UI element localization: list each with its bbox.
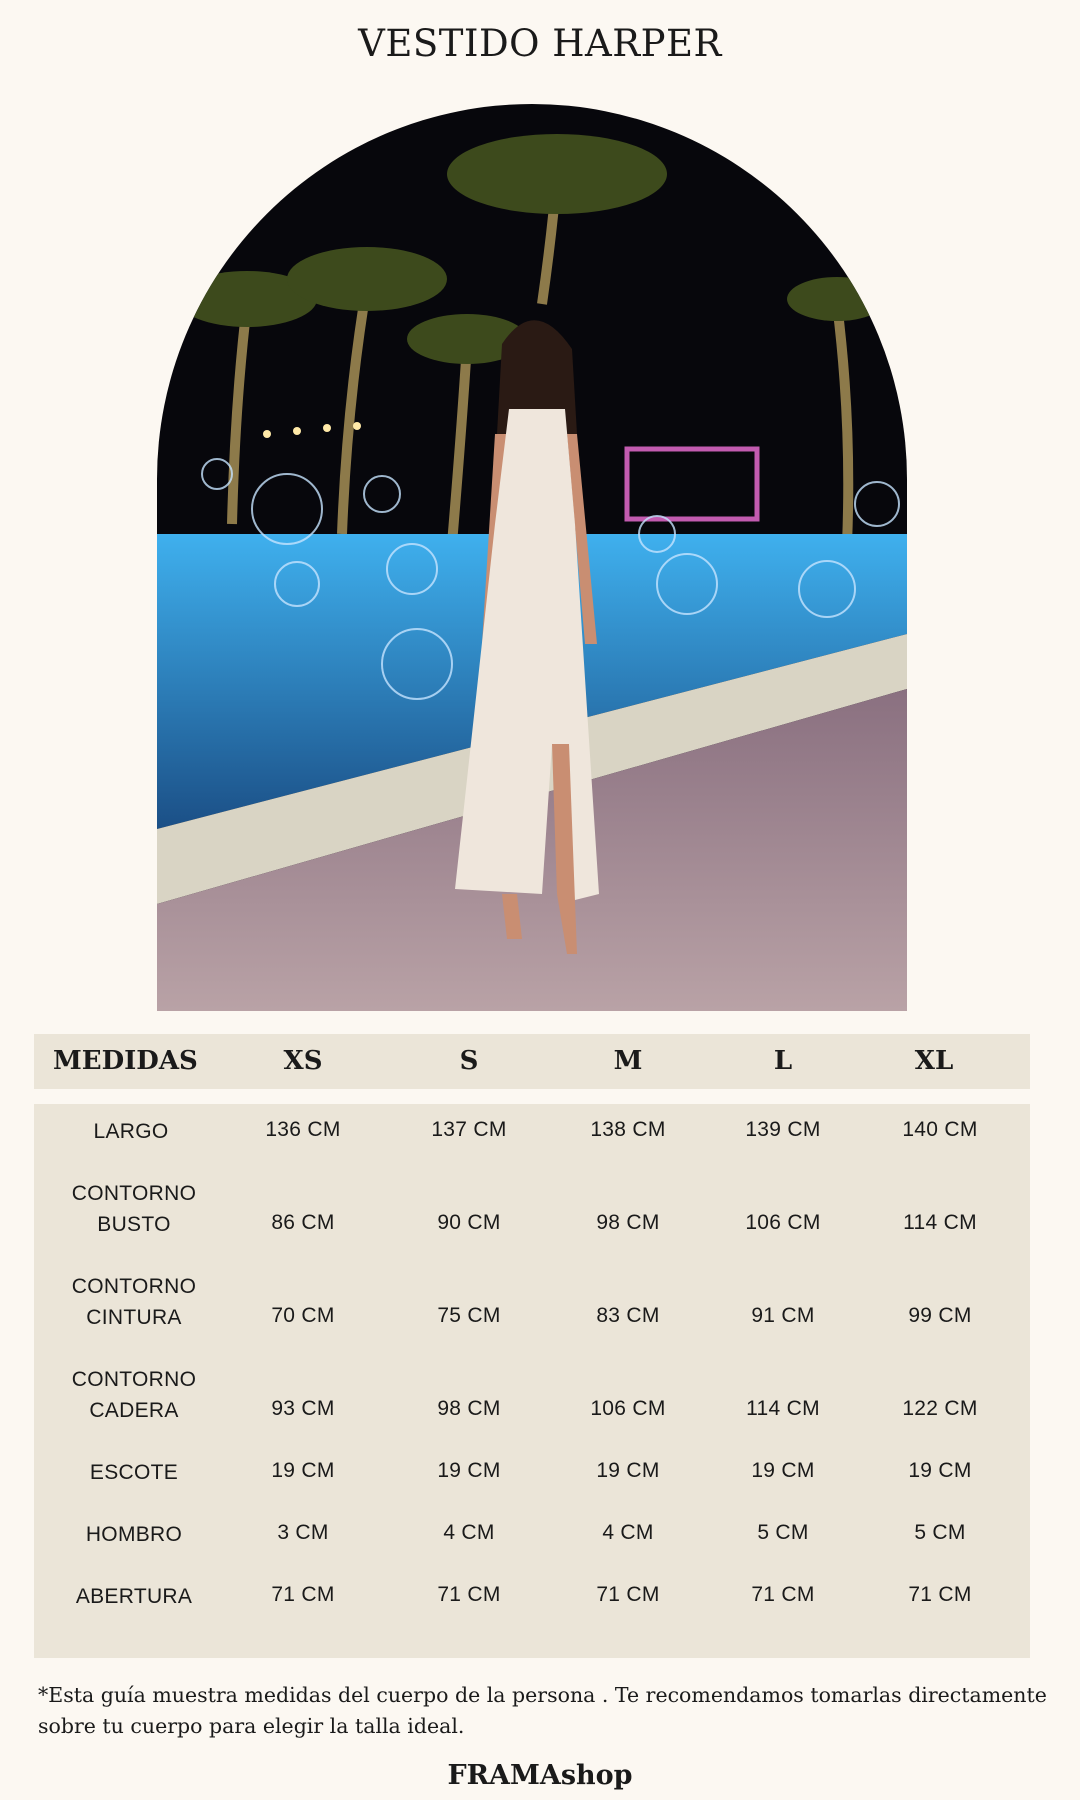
table-cell: 138 CM xyxy=(590,1118,666,1141)
table-cell: 90 CM xyxy=(437,1211,501,1234)
table-cell: 71 CM xyxy=(596,1583,660,1606)
table-cell: 71 CM xyxy=(751,1583,815,1606)
table-cell: 3 CM xyxy=(277,1521,329,1544)
table-cell: 19 CM xyxy=(908,1459,972,1482)
size-table-header xyxy=(34,1034,1030,1089)
row-label: HOMBRO xyxy=(85,1523,183,1546)
table-cell: 106 CM xyxy=(590,1397,666,1420)
row-label: LARGO xyxy=(93,1120,169,1143)
header-xs: XS xyxy=(283,1046,323,1076)
table-cell: 19 CM xyxy=(437,1459,501,1482)
table-cell: 75 CM xyxy=(437,1304,501,1327)
table-cell: 19 CM xyxy=(596,1459,660,1482)
table-cell: 122 CM xyxy=(902,1397,978,1420)
header-l: L xyxy=(773,1046,793,1076)
table-cell: 71 CM xyxy=(908,1583,972,1606)
brand-logo: FRAMAshop xyxy=(447,1760,633,1791)
table-cell: 70 CM xyxy=(271,1304,335,1327)
table-cell: 5 CM xyxy=(914,1521,966,1544)
row-label: CONTORNO BUSTO xyxy=(71,1182,197,1236)
table-cell: 98 CM xyxy=(596,1211,660,1234)
table-cell: 137 CM xyxy=(431,1118,507,1141)
table-cell: 91 CM xyxy=(751,1304,815,1327)
header-m: M xyxy=(613,1046,643,1076)
table-cell: 19 CM xyxy=(751,1459,815,1482)
header-medidas: MEDIDAS xyxy=(53,1046,198,1076)
model-photo-placeholder xyxy=(157,104,907,1011)
row-label: CONTORNO CADERA xyxy=(71,1368,197,1422)
table-cell: 86 CM xyxy=(271,1211,335,1234)
table-cell: 99 CM xyxy=(908,1304,972,1327)
size-table-body xyxy=(34,1104,1030,1658)
row-label: ABERTURA xyxy=(75,1585,193,1608)
row-label: ESCOTE xyxy=(89,1461,179,1484)
table-cell: 5 CM xyxy=(757,1521,809,1544)
header-xl: XL xyxy=(914,1046,954,1076)
table-cell: 4 CM xyxy=(602,1521,654,1544)
table-cell: 71 CM xyxy=(437,1583,501,1606)
table-cell: 93 CM xyxy=(271,1397,335,1420)
table-cell: 139 CM xyxy=(745,1118,821,1141)
table-cell: 140 CM xyxy=(902,1118,978,1141)
header-s: S xyxy=(459,1046,479,1076)
table-cell: 4 CM xyxy=(443,1521,495,1544)
page-title: VESTIDO HARPER xyxy=(358,22,722,65)
model-photo xyxy=(157,104,907,1011)
table-cell: 136 CM xyxy=(265,1118,341,1141)
table-cell: 106 CM xyxy=(745,1211,821,1234)
measurement-note: *Esta guía muestra medidas del cuerpo de la persona . Te recomendamos tomarlas directamente sobre tu cuerpo para elegir la talla ideal. xyxy=(38,1683,1047,1738)
table-cell: 19 CM xyxy=(271,1459,335,1482)
row-label: CONTORNO CINTURA xyxy=(71,1275,197,1329)
table-cell: 71 CM xyxy=(271,1583,335,1606)
table-cell: 114 CM xyxy=(746,1397,820,1420)
table-cell: 98 CM xyxy=(437,1397,501,1420)
table-cell: 114 CM xyxy=(903,1211,977,1234)
table-cell: 83 CM xyxy=(596,1304,660,1327)
